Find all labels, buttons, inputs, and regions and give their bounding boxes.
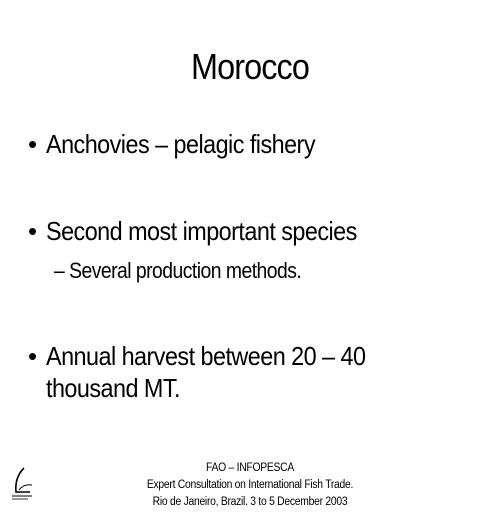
bullet-item [28,128,468,160]
bullet-text: Second most important species [46,216,357,246]
bullet-item [28,215,468,247]
bullet-marker: • [28,341,37,371]
footer-line: Rio de Janeiro, Brazil. 3 to 5 December 2003 [152,496,348,508]
bullet-text: Annual harvest between 20 – 40 thousand MT. [46,341,366,403]
bullet-marker: • [28,129,37,159]
sub-bullet-text: – Several production methods. [54,258,302,283]
footer [0,460,500,511]
footer-line: FAO – INFOPESCA [206,462,294,474]
bullet-marker: • [28,216,37,246]
bullet-text: Anchovies – pelagic fishery [46,129,315,159]
footer-line: Expert Consultation on International Fish Trade. [146,479,354,491]
bullet-item [28,340,468,404]
slide-title: Morocco [191,46,309,87]
